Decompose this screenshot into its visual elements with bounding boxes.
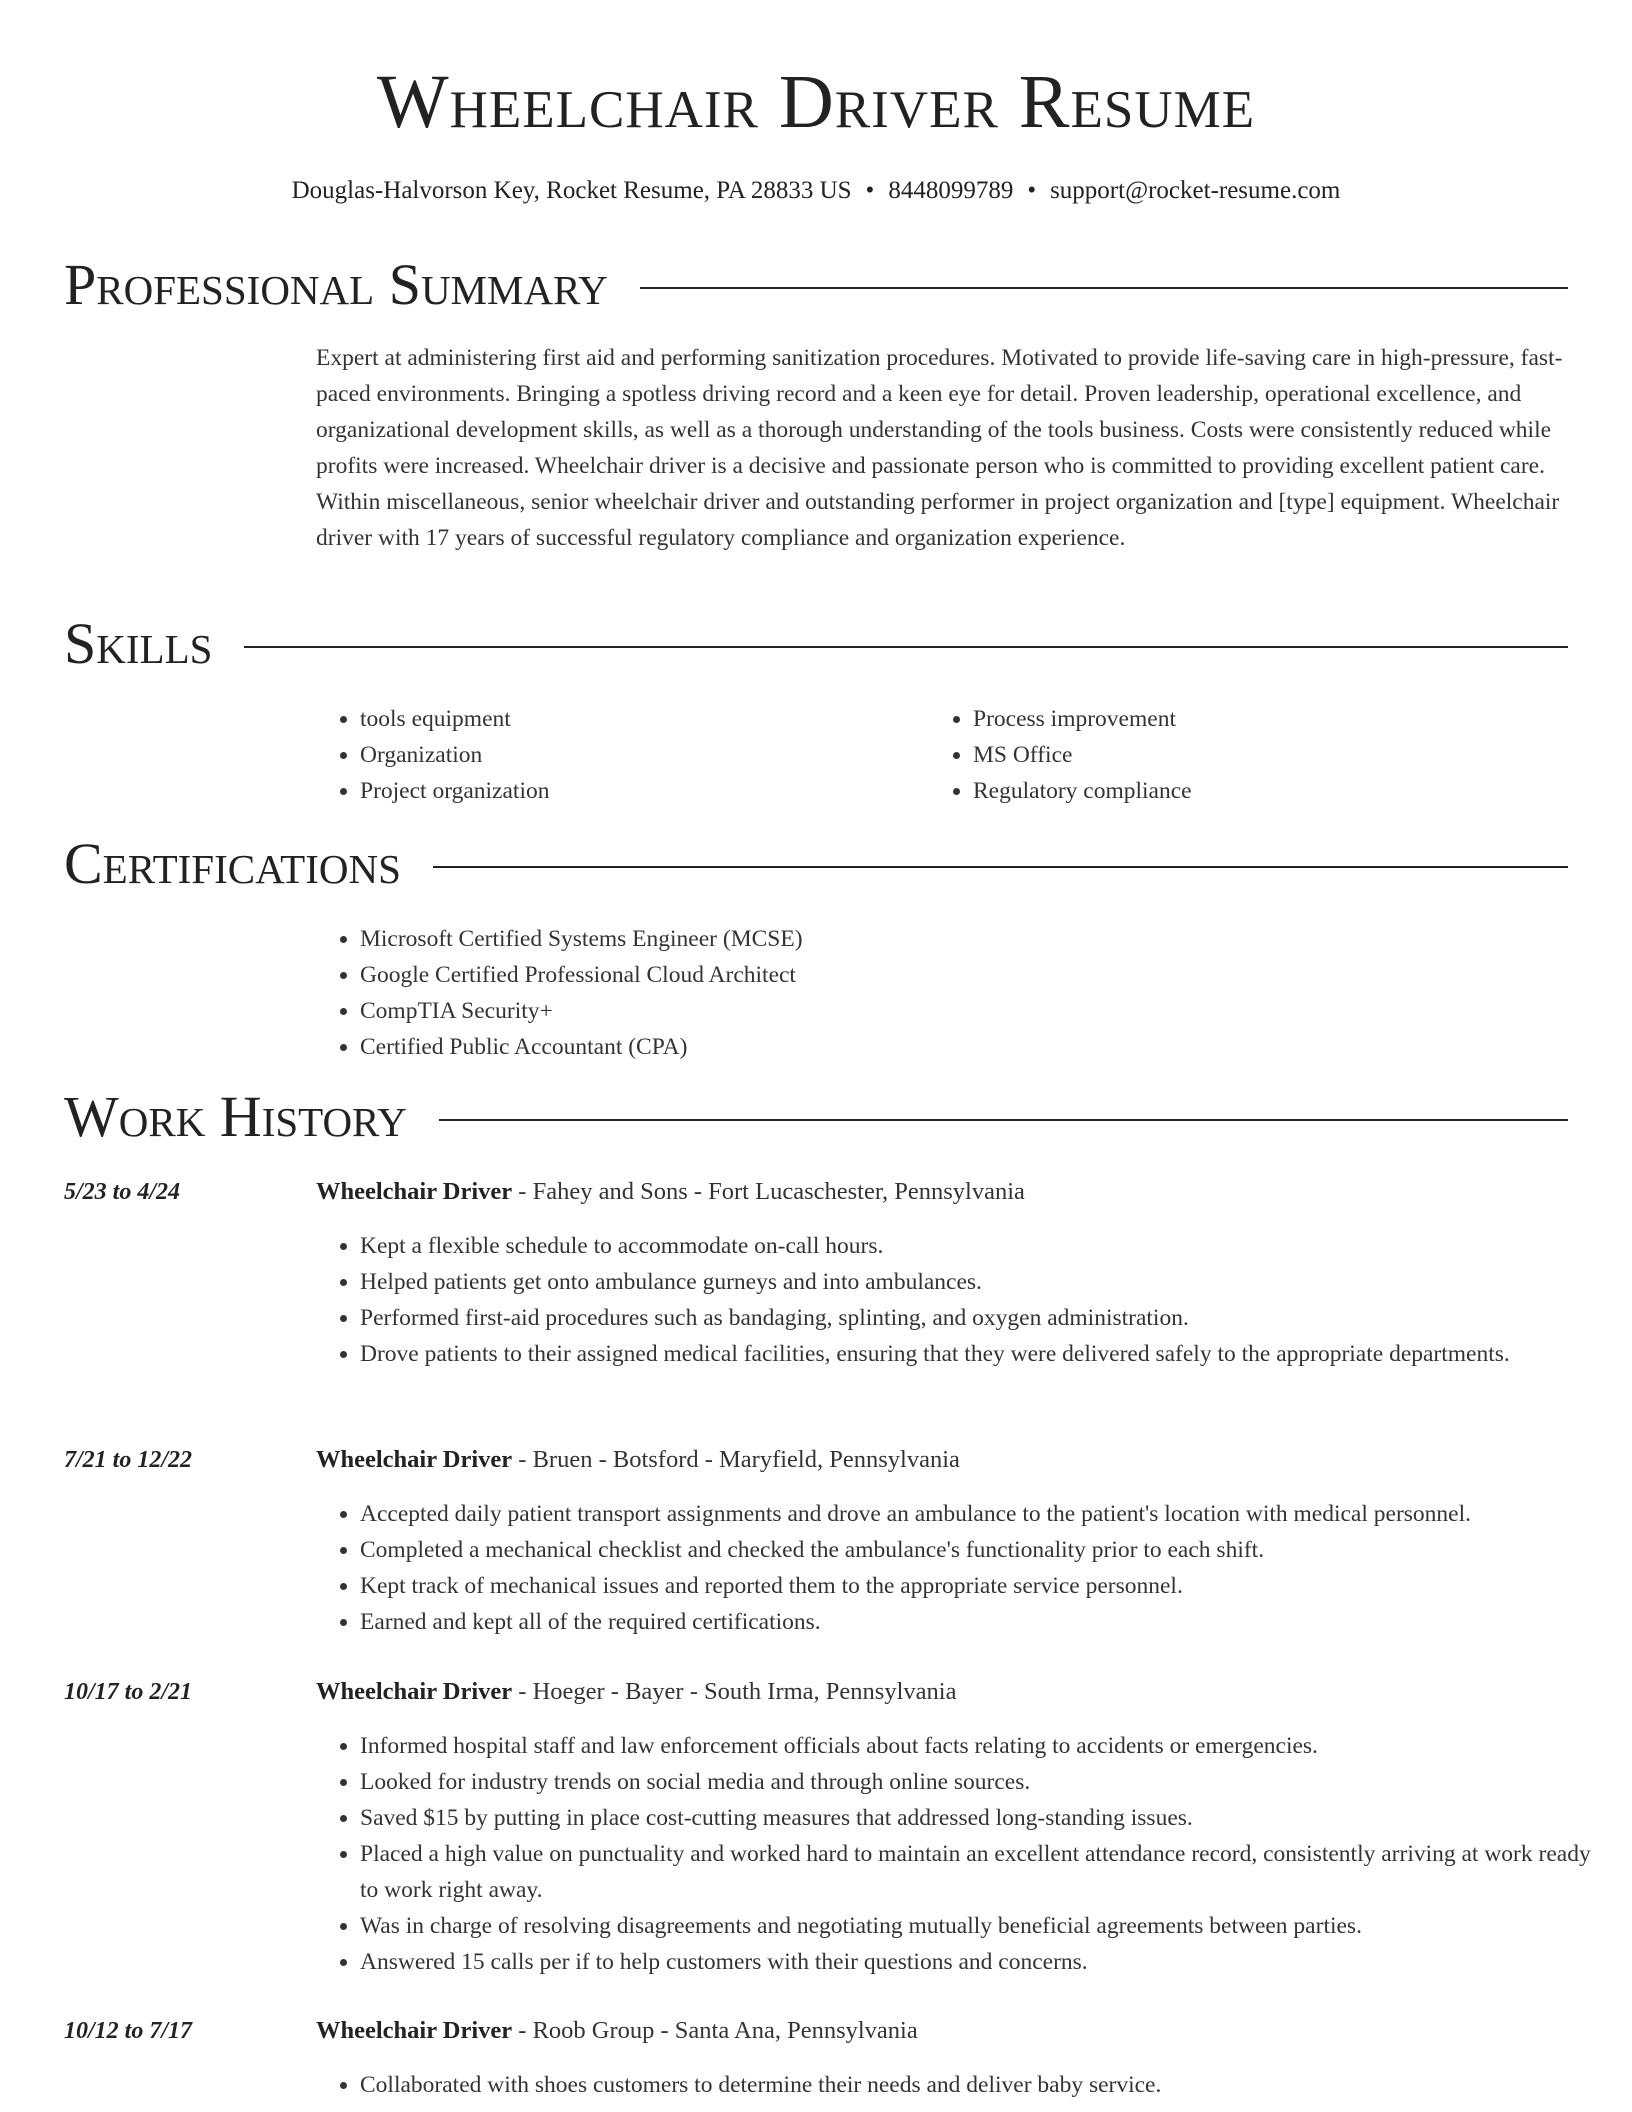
job-bullet: • Accepted daily patient transport assignments and drove an ambulance to the patient's location with medical personnel. xyxy=(360,1496,1612,1532)
resume-title: Wheelchair Driver Resume xyxy=(376,60,1256,144)
contact-separator: • xyxy=(865,177,875,204)
job-bullet: • Drove patients to their assigned medical facilities, ensuring that they were delivered safely to the appropriate departments. xyxy=(360,1336,1612,1372)
skill-item: • Project organization xyxy=(360,773,876,809)
job-bullet: • Looked for industry trends on social media and through online sources. xyxy=(360,1764,1612,1800)
section-divider xyxy=(433,866,1568,868)
job-header xyxy=(316,2013,918,2049)
summary-heading: Professional Summary xyxy=(64,252,608,317)
skills-left-column xyxy=(316,701,876,809)
skills-heading: Skills xyxy=(64,611,213,676)
skill-item: • Regulatory compliance xyxy=(973,773,1489,809)
job-bullet: • Collaborated with shoes customers to determine their needs and deliver baby service. xyxy=(360,2067,1612,2103)
work-heading: Work History xyxy=(64,1084,407,1149)
job-header xyxy=(316,1174,1025,1210)
job-details: - Fahey and Sons - Fort Lucaschester, Pennsylvania xyxy=(512,1178,1025,1205)
job-details: - Hoeger - Bayer - South Irma, Pennsylvania xyxy=(512,1678,957,1705)
job-bullet: • Kept a flexible schedule to accommodate on-call hours. xyxy=(360,1228,1612,1264)
certification-item: • CompTIA Security+ xyxy=(360,993,1566,1029)
work-section-header xyxy=(64,1085,1568,1149)
job-bullet: • Placed a high value on punctuality and worked hard to maintain an excellent attendance record, consistently arriving at work ready to work right away. xyxy=(360,1836,1612,1908)
contact-phone: 8448099789 xyxy=(888,177,1014,204)
job-bullet: • Performed first-aid procedures such as bandaging, splinting, and oxygen administration. xyxy=(360,1300,1612,1336)
job-title: Wheelchair Driver xyxy=(316,2017,513,2044)
job-bullet: • Earned and kept all of the required certifications. xyxy=(360,1604,1612,1640)
certification-item: • Certified Public Accountant (CPA) xyxy=(360,1029,1566,1065)
section-divider xyxy=(244,646,1568,648)
certifications-list xyxy=(316,921,1566,1065)
job-bullet: • Was in charge of resolving disagreements and negotiating mutually beneficial agreements between parties. xyxy=(360,1908,1612,1944)
certification-item: • Microsoft Certified Systems Engineer (MCSE) xyxy=(360,921,1566,957)
job-bullet: • Answered 15 calls per if to help customers with their questions and concerns. xyxy=(360,1944,1612,1980)
contact-address: Douglas-Halvorson Key, Rocket Resume, PA 28833 US xyxy=(291,177,852,204)
job-header xyxy=(316,1674,956,1710)
contact-line xyxy=(0,174,1632,208)
certifications-heading: Certifications xyxy=(64,831,401,896)
job-dates: 7/21 to 12/22 xyxy=(64,1447,193,1473)
job-title: Wheelchair Driver xyxy=(316,1446,513,1473)
skills-right-column xyxy=(929,701,1489,809)
skill-item: • Organization xyxy=(360,737,876,773)
contact-email: support@rocket-resume.com xyxy=(1050,177,1341,204)
section-divider xyxy=(439,1119,1568,1121)
skill-item: • MS Office xyxy=(973,737,1489,773)
job-dates: 10/12 to 7/17 xyxy=(64,2018,193,2044)
skill-item: • tools equipment xyxy=(360,701,876,737)
job-bullet: • Informed hospital staff and law enforcement officials about facts relating to accidents or emergencies. xyxy=(360,1728,1612,1764)
skills-section-header xyxy=(64,612,1568,676)
job-bullet: • Helped patients get onto ambulance gurneys and into ambulances. xyxy=(360,1264,1612,1300)
section-divider xyxy=(640,287,1568,289)
summary-section-header xyxy=(64,253,1568,317)
job-details: - Bruen - Botsford - Maryfield, Pennsylvania xyxy=(512,1446,960,1473)
job-dates: 5/23 to 4/24 xyxy=(64,1179,181,1205)
certifications-section-header xyxy=(64,832,1568,896)
certification-item: • Google Certified Professional Cloud Architect xyxy=(360,957,1566,993)
job-details: - Roob Group - Santa Ana, Pennsylvania xyxy=(512,2017,918,2044)
job-dates: 10/17 to 2/21 xyxy=(64,1679,193,1705)
summary-text: Expert at administering first aid and performing sanitization procedures. Motivated to provide life-saving care in high-pressure, fast-paced environments. Bringing a spotless driving record and a keen eye for detail. Proven leadership, operational excellence, and organizational development skills, as well as a thorough understanding of the tools business. Costs were consistently reduced while profits were increased. Wheelchair driver is a decisive and passionate person who is committed to providing excellent patient care. Within miscellaneous, senior wheelchair driver and outstanding performer in project organization and [type] equipment. Wheelchair driver with 17 years of successful regulatory compliance and organization experience. xyxy=(316,345,1563,551)
job-bullet: • Completed a mechanical checklist and checked the ambulance's functionality prior to each shift. xyxy=(360,1532,1612,1568)
job-title: Wheelchair Driver xyxy=(316,1678,513,1705)
contact-separator: • xyxy=(1027,177,1037,204)
job-bullet: • Kept track of mechanical issues and reported them to the appropriate service personnel. xyxy=(360,1568,1612,1604)
job-header xyxy=(316,1442,960,1478)
job-title: Wheelchair Driver xyxy=(316,1178,513,1205)
skill-item: • Process improvement xyxy=(973,701,1489,737)
job-bullet: • Saved $15 by putting in place cost-cutting measures that addressed long-standing issues. xyxy=(360,1800,1612,1836)
